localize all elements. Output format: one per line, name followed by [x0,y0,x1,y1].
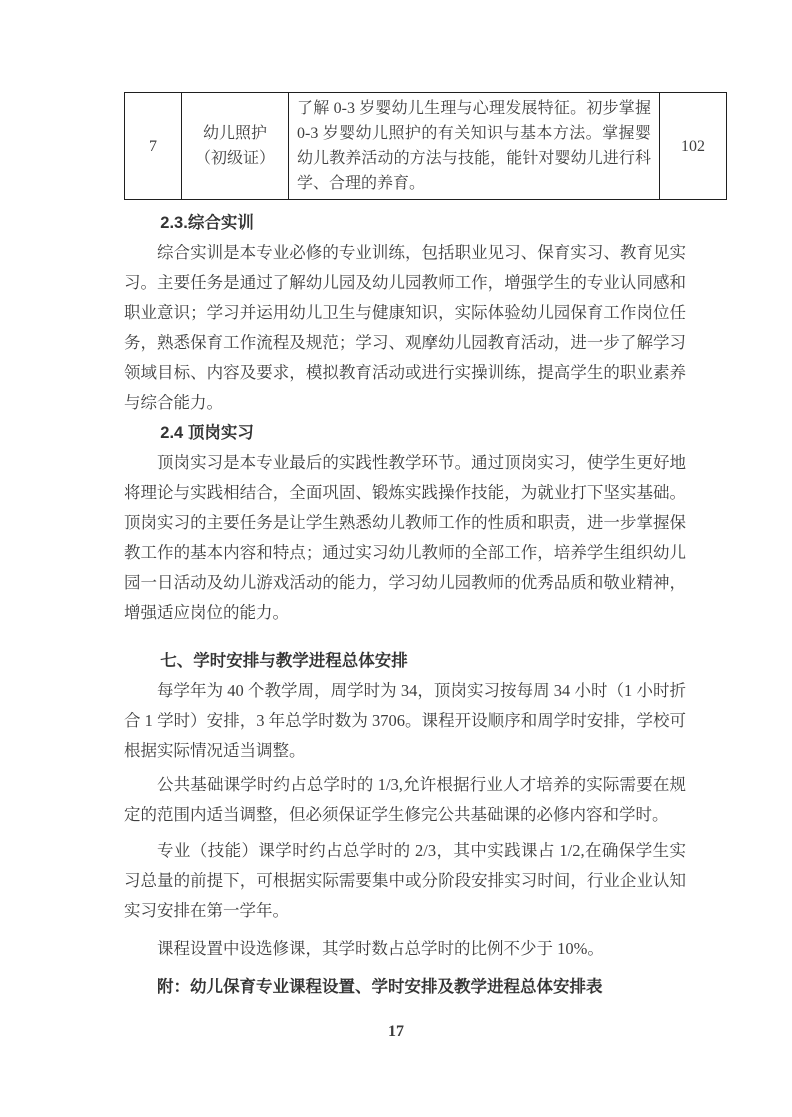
course-table [124,92,727,200]
paragraph-7-1: 每学年为 40 个教学周，周学时为 34，顶岗实习按每周 34 小时（1 小时折合 1 学时）安排，3 年总学时数为 3706。课程开设顺序和周学时安排，学校可根据实际情况适当调整。 [124,681,686,760]
course-number-cell: 7 [125,93,182,200]
section-heading-2-4: 2.4 顶岗实习 [160,424,254,442]
paragraph-7-2: 公共基础课学时约占总学时的 1/3,允许根据行业人才培养的实际需要在规定的范围内适当调整，但必须保证学生修完公共基础课的必修内容和学时。 [124,775,686,824]
section-heading-7: 七、学时安排与教学进程总体安排 [160,652,408,670]
section-heading-2-3: 2.3.综合实训 [160,214,254,232]
paragraph-2-4: 顶岗实习是本专业最后的实践性教学环节。通过顶岗实习，使学生更好地将理论与实践相结合，全面巩固、锻炼实践操作技能，为就业打下坚实基础。顶岗实习的主要任务是让学生熟悉幼儿教师工作的性质和职责，进一步掌握保教工作的基本内容和特点；通过实习幼儿教师的全部工作，培养学生组织幼儿园一日活动及幼儿游戏活动的能力，学习幼儿园教师的优秀品质和敬业精神，增强适应岗位的能力。 [124,453,686,622]
paragraph-7-4: 课程设置中设选修课，其学时数占总学时的比例不少于 10%。 [157,939,604,958]
paragraph-2-3: 综合实训是本专业必修的专业训练，包括职业见习、保育实习、教育见实习。主要任务是通过了解幼儿园及幼儿园教师工作，增强学生的专业认同感和职业意识；学习并运用幼儿卫生与健康知识，实际体验幼儿园保育工作岗位任务，熟悉保育工作流程及规范；学习、观摩幼儿园教育活动，进一步了解学习领域目标、内容及要求，模拟教育活动或进行实操训练，提高学生的职业素养与综合能力。 [124,243,686,412]
document-content [124,92,705,1002]
course-description-cell: 了解 0-3 岁婴幼儿生理与心理发展特征。初步掌握 0-3 岁婴幼儿照护的有关知识与基本方法。掌握婴幼儿教养活动的方法与技能，能针对婴幼儿进行科学、合理的养育。 [289,93,660,200]
course-name-cell: 幼儿照护（初级证） [182,93,289,200]
page-number: 17 [388,1023,404,1040]
paragraph-7-3: 专业（技能）课学时约占总学时的 2/3，其中实践课占 1/2,在确保学生实习总量的前提下，可根据实际需要集中或分阶段安排实习时间，行业企业认知实习安排在第一学年。 [124,841,686,920]
appendix-note: 附：幼儿保育专业课程设置、学时安排及教学进程总体安排表 [157,978,603,996]
table-row [125,93,727,200]
course-hours-cell: 102 [660,93,727,200]
